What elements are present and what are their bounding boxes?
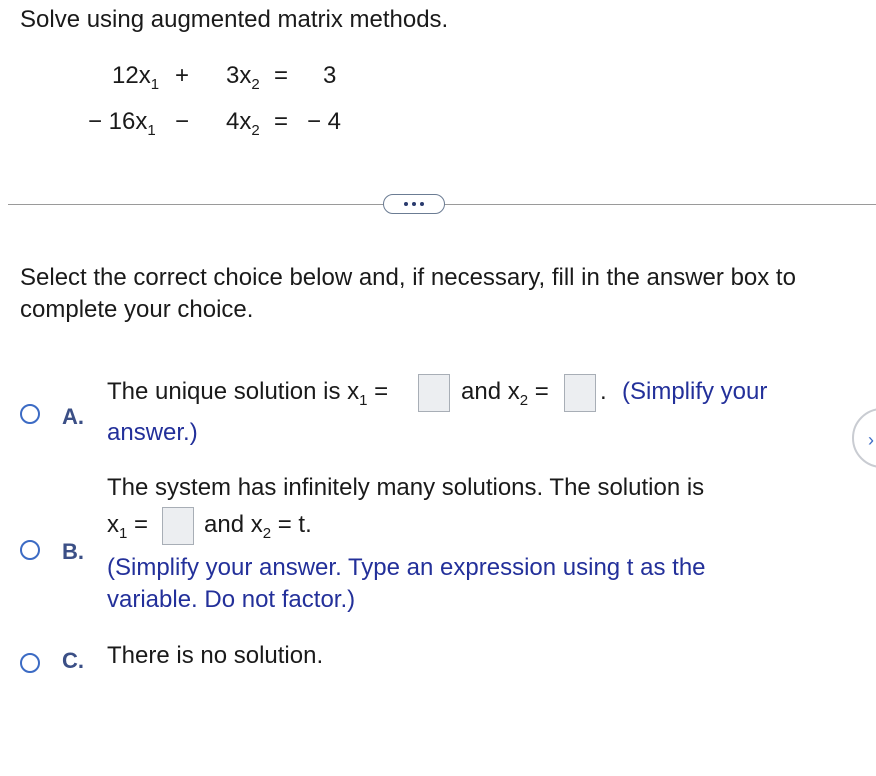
eq2-equals: = xyxy=(274,108,289,135)
problem-prompt: Solve using augmented matrix methods. xyxy=(20,6,449,33)
eq2-rhs: − 4 xyxy=(307,108,342,135)
choice-a-text: The unique solution is $x_1$ = xyxy=(107,378,389,409)
choice-b-letter: B. xyxy=(62,539,84,564)
choice-b-x1: $x_1$ = xyxy=(107,511,149,542)
choice-b-hint-line1: (Simplify your answer. Type an expression using t as the xyxy=(107,554,706,581)
more-dot-icon xyxy=(420,202,424,206)
more-button[interactable] xyxy=(383,194,445,214)
eq1-rhs: 3 xyxy=(323,62,337,89)
eq1-operator: + xyxy=(175,62,190,89)
choice-a-letter: A. xyxy=(62,404,84,429)
eq2-term2: $4x_2$ xyxy=(226,108,260,139)
next-button[interactable] xyxy=(852,408,876,468)
more-dot-icon xyxy=(412,202,416,206)
choice-a-and: and $x_2$ = xyxy=(461,378,549,409)
chevron-icon: › xyxy=(868,430,874,450)
choice-a-hint-line2: answer.) xyxy=(107,419,198,446)
choice-c-letter: C. xyxy=(62,648,84,673)
choice-b-radio[interactable] xyxy=(20,540,40,560)
eq2-term1: − $16x_1$ xyxy=(88,108,156,139)
choice-a-radio[interactable] xyxy=(20,404,40,424)
eq1-equals: = xyxy=(274,62,289,89)
x2-answer-box[interactable] xyxy=(564,374,596,412)
choice-c-text: There is no solution. xyxy=(107,642,324,669)
x1-answer-box[interactable] xyxy=(418,374,450,412)
choice-c-radio[interactable] xyxy=(20,653,40,673)
eq1-term2: $3x_2$ xyxy=(226,62,260,93)
instructions: Select the correct choice below and, if necessary, fill in the answer box to complete your choice. xyxy=(20,264,796,323)
choice-b-text: The system has infinitely many solutions. The solution is xyxy=(107,474,705,501)
eq2-operator: − xyxy=(175,108,190,135)
x1-expression-box[interactable] xyxy=(162,507,194,545)
choice-b-and: and $x_2 = t$. xyxy=(204,511,312,542)
choice-a-hint-line1: (Simplify your xyxy=(622,378,768,405)
eq1-term1: $12x_1$ xyxy=(112,62,160,93)
choice-b-hint-line2: variable. Do not factor.) xyxy=(107,586,356,613)
choice-a-period: . xyxy=(600,378,607,405)
more-dot-icon xyxy=(404,202,408,206)
